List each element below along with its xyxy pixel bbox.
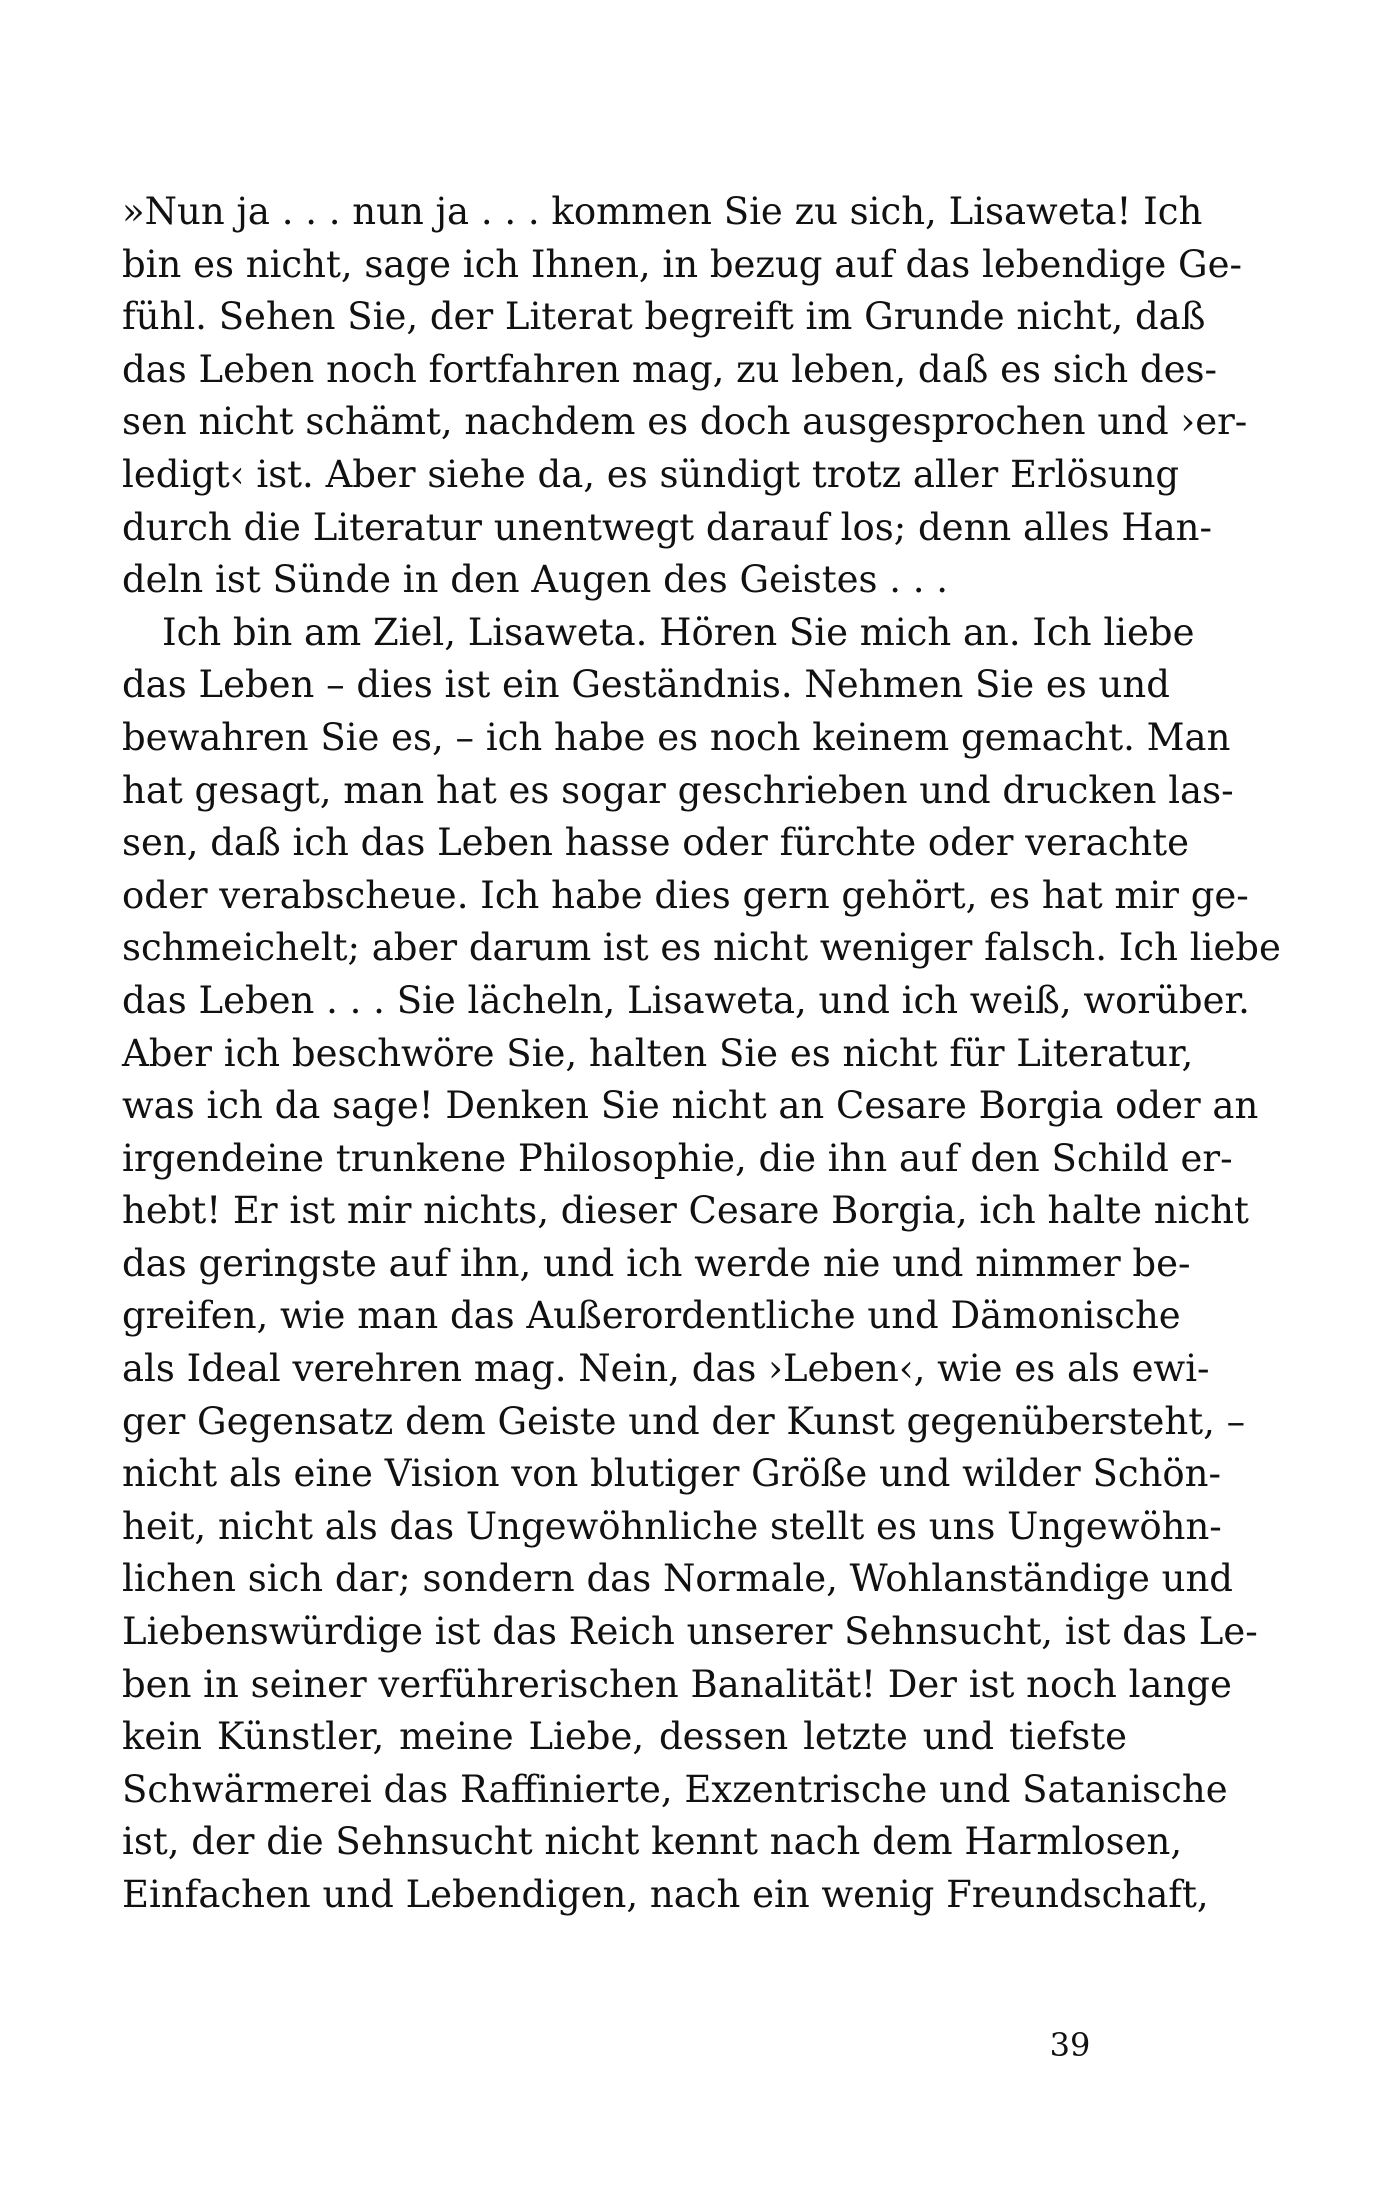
text-line: durch die Literatur unentwegt darauf los; denn alles Han- [122, 505, 1213, 549]
text-line: greifen, wie man das Außerordentliche und Dämonische [122, 1294, 1181, 1338]
text-line: bewahren Sie es, – ich habe es noch keinem gemacht. Man [122, 715, 1231, 759]
text-line: ist, der die Sehnsucht nicht kennt nach dem Harmlosen, [122, 1820, 1183, 1864]
text-line: oder verabscheue. Ich habe dies gern gehört, es hat mir ge- [122, 873, 1249, 917]
text-line: schmeichelt; aber darum ist es nicht weniger falsch. Ich liebe [122, 926, 1281, 970]
text-line: hat gesagt, man hat es sogar geschrieben und drucken las- [122, 768, 1234, 812]
text-line: das Leben noch fortfahren mag, zu leben, daß es sich des- [122, 347, 1218, 391]
text-line: lichen sich dar; sondern das Normale, Wohlanständige und [122, 1557, 1233, 1601]
page-number: 39 [1049, 2026, 1091, 2064]
text-line: hebt! Er ist mir nichts, dieser Cesare Borgia, ich halte nicht [122, 1189, 1249, 1233]
text-line: ben in seiner verführerischen Banalität! Der ist noch lange [122, 1662, 1232, 1706]
text-line: nicht als eine Vision von blutiger Größe und wilder Schön- [122, 1452, 1222, 1496]
text-line: Schwärmerei das Raffinierte, Exzentrische und Satanische [122, 1767, 1228, 1811]
text-line: ledigt‹ ist. Aber siehe da, es sündigt trotz aller Erlösung [122, 452, 1180, 496]
text-line: bin es nicht, sage ich Ihnen, in bezug auf das lebendige Ge- [122, 242, 1242, 286]
text-line: ger Gegensatz dem Geiste und der Kunst gegenübersteht, – [122, 1399, 1246, 1443]
text-line: als Ideal verehren mag. Nein, das ›Leben‹, wie es als ewi- [122, 1347, 1210, 1391]
text-line: sen nicht schämt, nachdem es doch ausgesprochen und ›er- [122, 400, 1248, 444]
text-line: das geringste auf ihn, und ich werde nie und nimmer be- [122, 1241, 1191, 1285]
text-line: deln ist Sünde in den Augen des Geistes . . . [122, 558, 949, 602]
text-line: das Leben – dies ist ein Geständnis. Nehmen Sie es und [122, 663, 1170, 707]
text-line: was ich da sage! Denken Sie nicht an Cesare Borgia oder an [122, 1084, 1259, 1128]
text-line: das Leben . . . Sie lächeln, Lisaweta, und ich weiß, worüber. [122, 978, 1250, 1022]
text-line: irgendeine trunkene Philosophie, die ihn auf den Schild er- [122, 1136, 1233, 1180]
text-line: Ich bin am Ziel, Lisaweta. Hören Sie mich an. Ich liebe [162, 610, 1195, 654]
text-line: Einfachen und Lebendigen, nach ein wenig Freundschaft, [122, 1873, 1209, 1916]
text-line: Aber ich beschwöre Sie, halten Sie es nicht für Literatur, [122, 1031, 1194, 1075]
text-line: kein Künstler, meine Liebe, dessen letzte und tiefste [122, 1715, 1127, 1759]
text-line: Liebenswürdige ist das Reich unserer Sehnsucht, ist das Le- [122, 1610, 1258, 1654]
body-text [122, 186, 1281, 1922]
text-line: sen, daß ich das Leben hasse oder fürchte oder verachte [122, 821, 1190, 865]
text-line: heit, nicht als das Ungewöhnliche stellt es uns Ungewöhn- [122, 1504, 1222, 1548]
text-line: »Nun ja . . . nun ja . . . kommen Sie zu sich, Lisaweta! Ich [122, 190, 1203, 233]
text-line: fühl. Sehen Sie, der Literat begreift im Grunde nicht, daß [122, 295, 1206, 339]
